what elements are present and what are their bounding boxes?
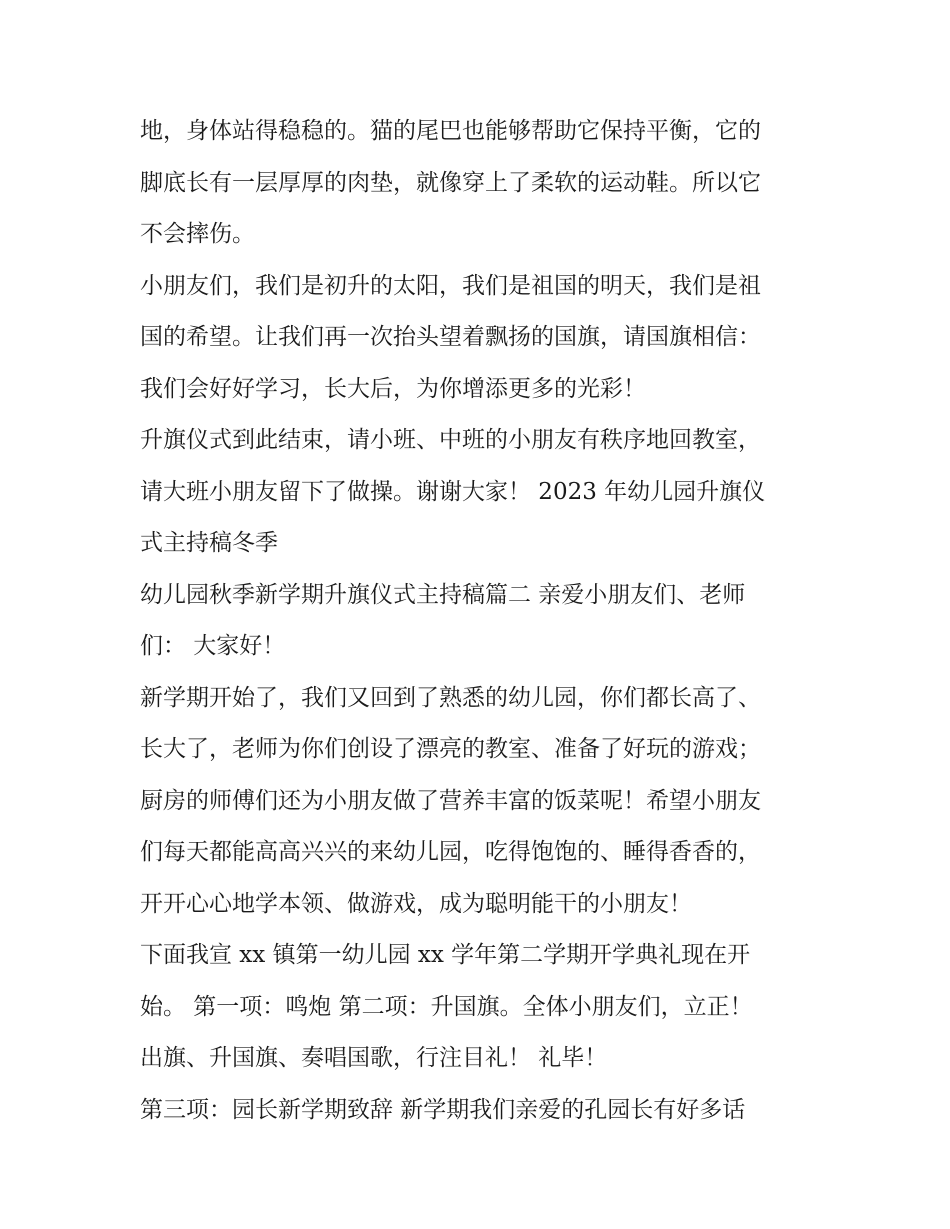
text-line: 下面我宣 xx 镇第一幼儿园 xx 学年第二学期开学典礼现在开 xyxy=(140,942,751,968)
text-line: 厨房的师傅们还为小朋友做了营养丰富的饭菜呢！希望小朋友 xyxy=(140,787,761,814)
text-line: 们每天都能高高兴兴的来幼儿园，吃得饱饱的、睡得香香的， xyxy=(140,839,761,865)
text-line: 国的希望。让我们再一次抬头望着飘扬的国旗，请国旗相信： xyxy=(140,324,761,350)
text-line: 出旗、升国旗、奏唱国歌，行注目礼！ 礼毕！ xyxy=(140,1045,608,1071)
text-line: 幼儿园秋季新学期升旗仪式主持稿篇二 亲爱小朋友们、老师 xyxy=(140,581,746,608)
text-line: 新学期开始了，我们又回到了熟悉的幼儿园，你们都长高了、 xyxy=(140,684,761,711)
text-line: 长大了，老师为你们创设了漂亮的教室、准备了好玩的游戏； xyxy=(140,736,761,762)
text-line: 始。 第一项：鸣炮 第二项：升国旗。全体小朋友们，立正！ xyxy=(140,993,753,1020)
text-line: 开开心心地学本领、做游戏，成为聪明能干的小朋友！ xyxy=(140,890,692,917)
text-line: 升旗仪式到此结束，请小班、中班的小朋友有秩序地回教室， xyxy=(140,427,761,453)
text-line: 我们会好好学习，长大后，为你增添更多的光彩！ xyxy=(140,375,646,402)
text-line: 请大班小朋友留下了做操。谢谢大家！ 2023 年幼儿园升旗仪 xyxy=(140,478,766,505)
text-line: 小朋友们，我们是初升的太阳，我们是祖国的明天，我们是祖 xyxy=(140,272,761,299)
text-line: 们： 大家好！ xyxy=(140,633,286,659)
text-line: 脚底长有一层厚厚的肉垫，就像穿上了柔软的运动鞋。所以它 xyxy=(140,169,761,196)
text-line: 地，身体站得稳稳的。猫的尾巴也能够帮助它保持平衡，它的 xyxy=(140,118,761,144)
body-text xyxy=(140,106,820,1136)
text-line: 不会摔伤。 xyxy=(140,221,255,247)
text-line: 式主持稿冬季 xyxy=(140,530,278,556)
text-line: 第三项：园长新学期致辞 新学期我们亲爱的孔园长有好多话 xyxy=(140,1096,746,1123)
